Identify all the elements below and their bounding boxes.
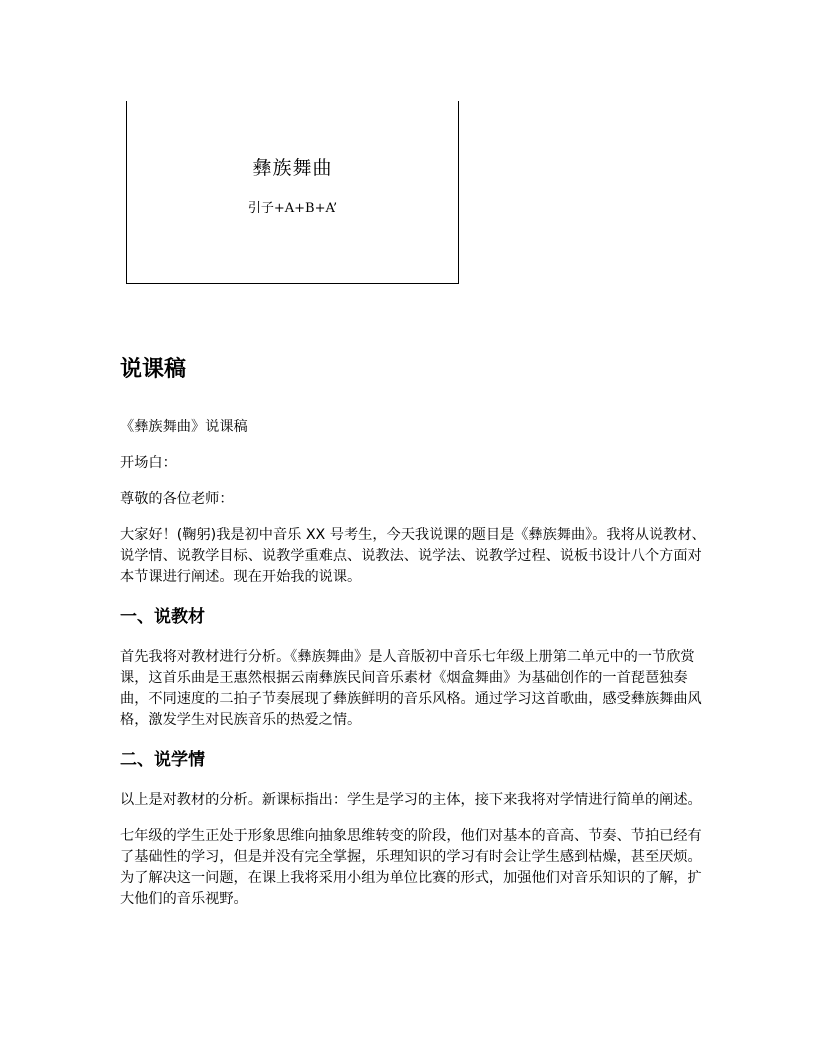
section-heading-materials: 一、说教材 [120,607,205,627]
students-paragraph-1: 以上是对教材的分析。新课标指出：学生是学习的主体，接下来我将对学情进行简单的阐述。 [120,792,702,808]
slide-thumbnail [126,101,459,284]
document-subtitle: 《彝族舞曲》说课稿 [120,419,248,435]
slide-subtitle: 引子+A+B+A’ [247,201,338,216]
document-body [120,352,710,925]
intro-paragraph: 大家好！(鞠躬)我是初中音乐 XX 号考生，今天我说课的题目是《彝族舞曲》。我将从说教材、说学情、说教学目标、说教学重难点、说教法、说学法、说教学过程、说板书设计八个方面对本节课进行阐述。现在开始我的说课。 [120,527,706,585]
greeting: 尊敬的各位老师： [120,491,234,507]
opening-label: 开场白： [120,455,177,471]
slide-title: 彝族舞曲 [252,157,333,179]
materials-paragraph: 首先我将对教材进行分析。《彝族舞曲》是人音版初中音乐七年级上册第二单元中的一节欣赏课，这首乐曲是王惠然根据云南彝族民间音乐素材《烟盒舞曲》为基础创作的一首琵琶独奏曲，不同速度的二拍子节奏展现了彝族鲜明的音乐风格。通过学习这首歌曲，感受彝族舞曲风格，激发学生对民族音乐的热爱之情。 [120,649,702,728]
section-heading-students: 二、说学情 [120,750,205,770]
students-paragraph-2: 七年级的学生正处于形象思维向抽象思维转变的阶段，他们对基本的音高、节奏、节拍已经有了基础性的学习，但是并没有完全掌握，乐理知识的学习有时会让学生感到枯燥，甚至厌烦。为了解决这一问题，在课上我将采用小组为单位比赛的形式，加强他们对音乐知识的了解，扩大他们的音乐视野。 [120,828,702,907]
document-title: 说课稿 [120,357,187,382]
